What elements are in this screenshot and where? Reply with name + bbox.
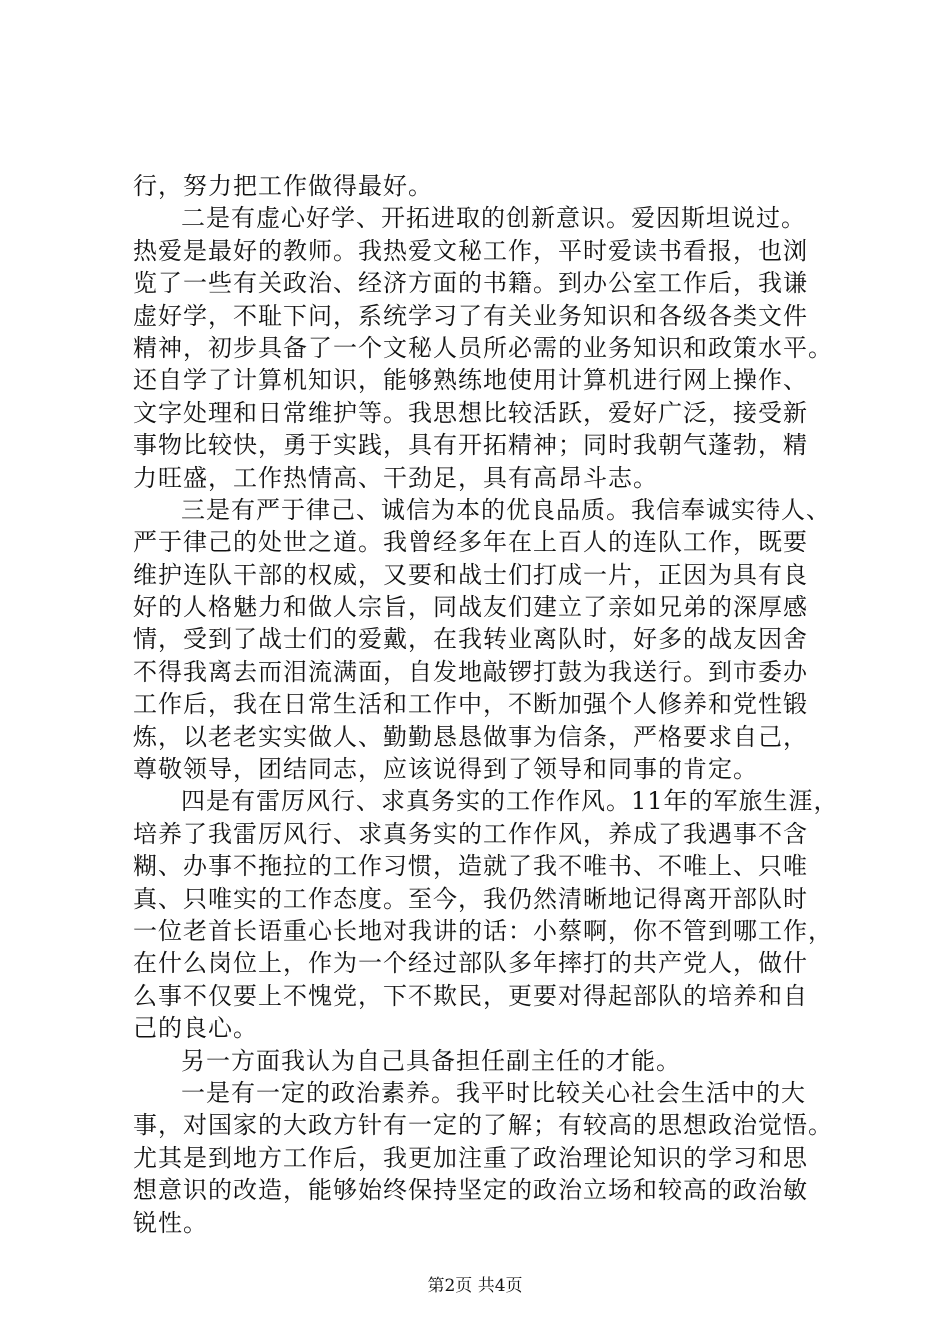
text-line: 严于律己的处世之道。我曾经多年在上百人的连队工作，既要 xyxy=(133,528,808,557)
text-line: 一是有一定的政治素养。我平时比较关心社会生活中的大 xyxy=(181,1078,806,1107)
text-line: 糊、办事不拖拉的工作习惯，造就了我不唯书、不唯上、只唯 xyxy=(133,852,808,881)
text-line: 好的人格魅力和做人宗旨，同战友们建立了亲如兄弟的深厚感 xyxy=(133,593,808,622)
text-line: 另一方面我认为自己具备担任副主任的才能。 xyxy=(181,1046,681,1075)
text-line: 尊敬领导，团结同志，应该说得到了领导和同事的肯定。 xyxy=(133,755,758,784)
text-line: 览了一些有关政治、经济方面的书籍。到办公室工作后，我谦 xyxy=(133,269,808,298)
text-line: 二是有虚心好学、开拓进取的创新意识。爱因斯坦说过。 xyxy=(181,204,806,233)
text-line: 情，受到了战士们的爱戴，在我转业离队时，好多的战友因舍 xyxy=(133,625,808,654)
text-line: 还自学了计算机知识，能够熟练地使用计算机进行网上操作、 xyxy=(133,366,808,395)
text-line: 一位老首长语重心长地对我讲的话：小蔡啊，你不管到哪工作， xyxy=(133,916,833,945)
text-line: 维护连队干部的权威，又要和战士们打成一片，正因为具有良 xyxy=(133,560,808,589)
text-line: 事，对国家的大政方针有一定的了解；有较高的思想政治觉悟。 xyxy=(133,1111,833,1140)
text-line: 力旺盛，工作热情高、干劲足，具有高昂斗志。 xyxy=(133,463,658,492)
text-line: 四是有雷厉风行、求真务实的工作作风。11年的军旅生涯， xyxy=(181,787,839,816)
text-line: 在什么岗位上，作为一个经过部队多年摔打的共产党人，做什 xyxy=(133,949,808,978)
text-line: 事物比较快，勇于实践，具有开拓精神；同时我朝气蓬勃，精 xyxy=(133,431,808,460)
text-line: 培养了我雷厉风行、求真务实的工作作风，养成了我遇事不含 xyxy=(133,819,808,848)
page-footer: 第2页 共4页 xyxy=(427,1276,523,1296)
text-line: 锐性。 xyxy=(133,1208,208,1237)
text-line: 尤其是到地方工作后，我更加注重了政治理论知识的学习和思 xyxy=(133,1143,808,1172)
text-line: 文字处理和日常维护等。我思想比较活跃，爱好广泛，接受新 xyxy=(133,398,808,427)
text-line: 精神，初步具备了一个文秘人员所必需的业务知识和政策水平。 xyxy=(133,333,833,362)
text-line: 虚好学，不耻下问，系统学习了有关业务知识和各级各类文件 xyxy=(133,301,808,330)
text-line: 行，努力把工作做得最好。 xyxy=(133,172,433,200)
document-body xyxy=(133,170,853,1239)
text-line: 三是有严于律己、诚信为本的优良品质。我信奉诚实待人、 xyxy=(181,495,831,524)
text-line: 不得我离去而泪流满面，自发地敲锣打鼓为我送行。到市委办 xyxy=(133,657,808,686)
text-line: 炼，以老老实实做人、勤勤恳恳做事为信条，严格要求自己， xyxy=(133,722,808,751)
text-line: 己的良心。 xyxy=(133,1014,258,1043)
text-line: 想意识的改造，能够始终保持坚定的政治立场和较高的政治敏 xyxy=(133,1176,808,1205)
text-line: 工作后，我在日常生活和工作中，不断加强个人修养和党性锻 xyxy=(133,690,808,719)
text-line: 真、只唯实的工作态度。至今，我仍然清晰地记得离开部队时 xyxy=(133,884,808,913)
text-line: 热爱是最好的教师。我热爱文秘工作，平时爱读书看报，也浏 xyxy=(133,236,808,265)
text-line: 么事不仅要上不愧党，下不欺民，更要对得起部队的培养和自 xyxy=(133,981,808,1010)
